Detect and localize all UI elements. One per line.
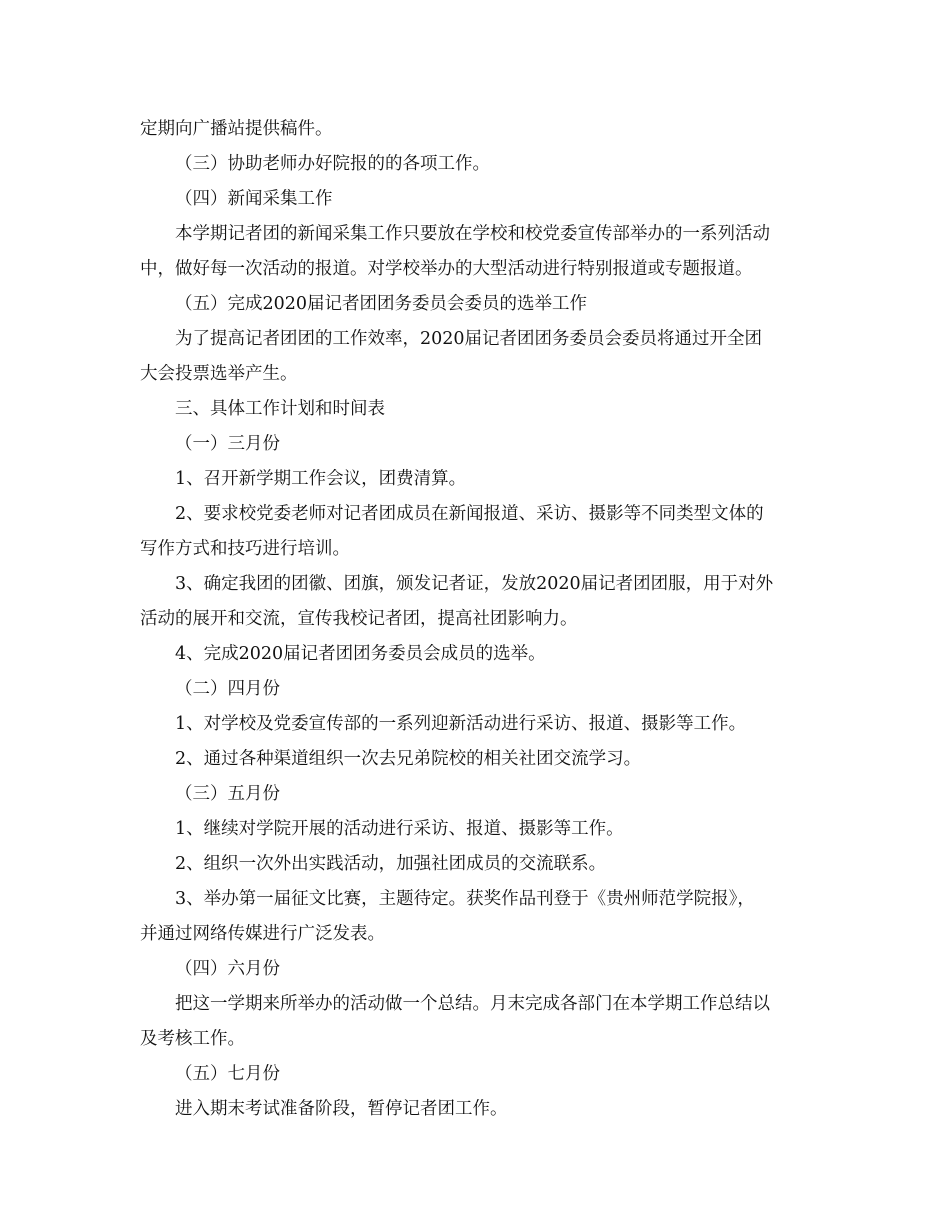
paragraph-line: 把这一学期来所举办的活动做一个总结。月末完成各部门在本学期工作总结以 — [175, 994, 770, 1014]
list-item: 3、举办第一届征文比赛，主题待定。获奖作品刊登于《贵州师范学院报》， — [175, 889, 755, 909]
subsection-heading: （一）三月份 — [175, 434, 280, 454]
subsection-heading: （二）四月份 — [175, 679, 280, 699]
list-item: 3、确定我团的团徽、团旗，颁发记者证，发放2020届记者团团服，用于对外 — [175, 574, 774, 594]
list-item: 4、完成2020届记者团团务委员会成员的选举。 — [175, 644, 546, 664]
section-heading: （三）协助老师办好院报的的各项工作。 — [175, 154, 490, 174]
list-item: 2、要求校党委老师对记者团成员在新闻报道、采访、摄影等不同类型文体的 — [175, 504, 764, 524]
paragraph-line: 为了提高记者团团的工作效率，2020届记者团团务委员会委员将通过开全团 — [175, 329, 763, 349]
paragraph-line: 中，做好每一次活动的报道。对学校举办的大型活动进行特别报道或专题报道。 — [140, 259, 753, 279]
list-item: 2、通过各种渠道组织一次去兄弟院校的相关社团交流学习。 — [175, 749, 642, 769]
list-item: 1、继续对学院开展的活动进行采访、报道、摄影等工作。 — [175, 819, 624, 839]
paragraph-line: 本学期记者团的新闻采集工作只要放在学校和校党委宣传部举办的一系列活动 — [175, 224, 770, 244]
list-item: 2、组织一次外出实践活动，加强社团成员的交流联系。 — [175, 854, 607, 874]
subsection-heading: （五）七月份 — [175, 1064, 280, 1084]
list-item: 1、对学校及党委宣传部的一系列迎新活动进行采访、报道、摄影等工作。 — [175, 714, 747, 734]
subsection-heading: （四）六月份 — [175, 959, 280, 979]
paragraph-line: 进入期末考试准备阶段，暂停记者团工作。 — [175, 1099, 508, 1119]
list-item-continuation: 并通过网络传媒进行广泛发表。 — [140, 924, 385, 944]
paragraph-line: 定期向广播站提供稿件。 — [140, 119, 333, 139]
list-item-continuation: 写作方式和技巧进行培训。 — [140, 539, 350, 559]
list-item: 1、召开新学期工作会议，团费清算。 — [175, 469, 467, 489]
section-heading: （五）完成2020届记者团团务委员会委员的选举工作 — [175, 294, 588, 314]
section-heading: （四）新闻采集工作 — [175, 189, 333, 209]
paragraph-line: 及考核工作。 — [140, 1029, 245, 1049]
subsection-heading: （三）五月份 — [175, 784, 280, 804]
section-heading: 三、具体工作计划和时间表 — [175, 399, 385, 419]
paragraph-line: 大会投票选举产生。 — [140, 364, 298, 384]
list-item-continuation: 活动的展开和交流，宣传我校记者团，提高社团影响力。 — [140, 609, 578, 629]
